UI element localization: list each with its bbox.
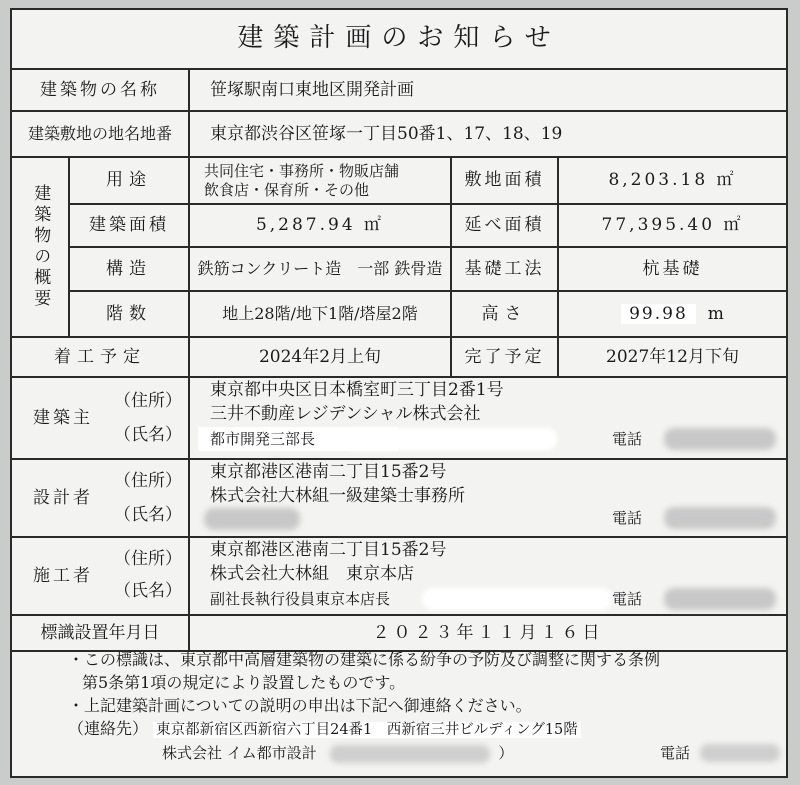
redacted-name: [330, 745, 490, 763]
notes: [20, 648, 780, 765]
contractor-label: 施工者: [33, 565, 93, 586]
note-line-2: 第5条第1項の規定により設置したものです。: [82, 673, 406, 692]
site-address-value: 東京都渋谷区笹塚一丁目50番1、17、18、19: [210, 123, 563, 144]
building-name-label: 建築物の名称: [40, 79, 160, 100]
height-label: 高さ: [481, 303, 528, 324]
height-value: 99.98: [621, 304, 696, 324]
use-label: 用途: [106, 170, 152, 191]
owner-company: 三井不動産レジデンシャル株式会社: [210, 403, 481, 424]
contractor-name-label: （氏名）: [114, 580, 182, 601]
note-line-1: ・この標識は、東京都中高層建築物の建築に係る紛争の予防及び調整に関する条例: [68, 650, 661, 669]
owner-label: 建築主: [33, 407, 93, 428]
start-label: 着工予定: [54, 346, 146, 367]
end-value: 2027年12月下旬: [606, 346, 739, 367]
overview-group-label: [12, 158, 68, 336]
owner-addr-label: （住所）: [114, 390, 182, 411]
start-value: 2024年2月上旬: [258, 346, 382, 367]
building-name-value: 笹塚駅南口東地区開発計画: [210, 79, 414, 100]
building-area-value: 5,287.94 ㎡: [255, 215, 385, 236]
site-area-label: 敷地面積: [464, 170, 545, 191]
redacted-name: [422, 588, 612, 610]
site-address-label: 建築敷地の地名地番: [27, 124, 172, 144]
contact-tel-label: 電話: [660, 744, 691, 762]
redacted-name: [342, 428, 557, 450]
designer-addr-label: （住所）: [114, 470, 182, 491]
designer-name-label: （氏名）: [114, 504, 182, 525]
contractor-tel-label: 電話: [612, 590, 643, 608]
designer-address: 東京都港区港南二丁目15番2号: [210, 461, 447, 482]
contact-company: 株式会社 イム都市設計: [162, 744, 317, 762]
contractor-company: 株式会社大林組 東京本店: [210, 563, 414, 584]
contractor-address: 東京都港区港南二丁目15番2号: [210, 539, 447, 560]
use-value-line1: 共同住宅・事務所・物販店舗: [204, 161, 400, 180]
site-area-value: 8,203.18 ㎡: [608, 170, 737, 191]
floors-label: 階数: [106, 303, 152, 324]
notice-board: [10, 8, 788, 778]
contractor-addr-label: （住所）: [114, 548, 182, 569]
note-line-3: ・上記建築計画についての説明の申出は下記へ御連絡ください。: [68, 696, 532, 715]
notice-title: 建築計画のお知らせ: [237, 23, 561, 54]
contact-line: [20, 717, 780, 742]
rule: [188, 336, 190, 650]
use-value-line2: 飲食店・保育所・その他: [204, 180, 370, 199]
designer-label: 設計者: [33, 487, 93, 508]
contact-paren: ）: [498, 744, 514, 762]
sign-date-value: ２０２３年１１月１６日: [372, 622, 604, 643]
foundation-label: 基礎工法: [464, 258, 545, 279]
structure-label: 構造: [106, 258, 152, 279]
use-value: [190, 158, 450, 203]
redacted-phone: [664, 507, 776, 529]
overview-group-label-text: 建築物の概要: [30, 184, 51, 310]
redacted-name: [204, 508, 300, 530]
contact-label: （連絡先）: [68, 719, 149, 738]
designer-company: 株式会社大林組一級建築士事務所: [210, 485, 465, 506]
redacted-phone: [664, 428, 776, 450]
floor-area-value: 77,395.40 ㎡: [601, 215, 744, 236]
contractor-role: 副社長執行役員東京本店長: [210, 590, 391, 608]
height-unit: m: [707, 303, 724, 324]
end-label: 完了予定: [464, 346, 545, 367]
owner-address: 東京都中央区日本橋室町三丁目2番1号: [210, 379, 504, 400]
floors-value: 地上28階/地下1階/塔屋2階: [222, 304, 418, 324]
owner-department: 都市開発三部長: [198, 427, 398, 451]
sign-date-label: 標識設置年月日: [40, 622, 160, 643]
redacted-phone: [664, 588, 776, 610]
redacted-phone: [700, 744, 780, 762]
designer-tel-label: 電話: [612, 509, 643, 527]
foundation-value: 杭基礎: [642, 258, 703, 279]
height-value-cell: [559, 292, 786, 336]
floor-area-label: 延べ面積: [464, 215, 545, 236]
contact-address: 東京都新宿区西新宿六丁目24番1 西新宿三井ビルディング15階: [153, 722, 581, 738]
structure-value: 鉄筋コンクリート造 一部 鉄骨造: [197, 259, 443, 279]
owner-name-label: （氏名）: [114, 424, 182, 445]
building-area-label: 建築面積: [89, 215, 169, 236]
contact-company-line: [20, 742, 780, 765]
owner-tel-label: 電話: [612, 430, 643, 448]
